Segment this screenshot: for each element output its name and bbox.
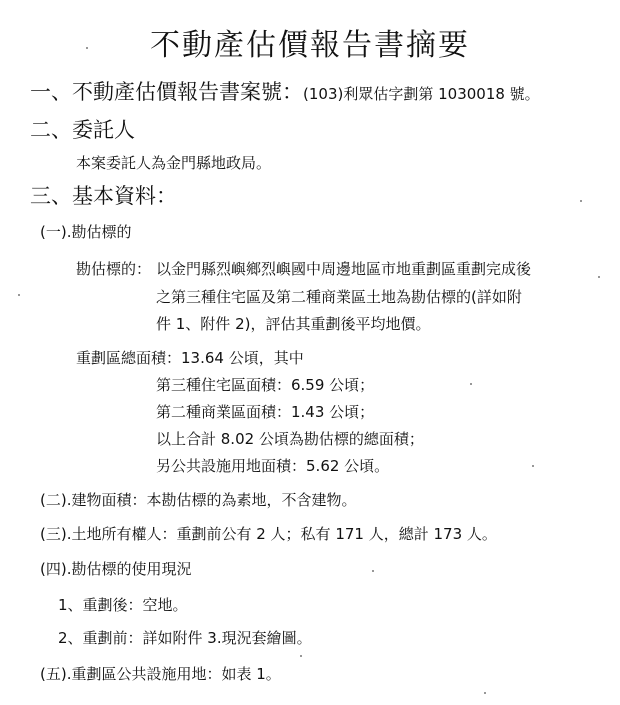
section-3-heading: 三、基本資料：	[30, 184, 177, 208]
target-line-2: 之第三種住宅區及第二種商業區土地為勘估標的(詳如附	[156, 288, 522, 306]
document-title: 不動產估價報告書摘要	[150, 28, 470, 63]
commercial-area: 第二種商業區面積：1.43 公頃；	[156, 403, 375, 421]
scan-speck	[484, 692, 486, 694]
scan-speck	[18, 294, 20, 296]
subtotal-area: 以上合計 8.02 公頃為勘估標的總面積；	[156, 430, 424, 448]
residential-area: 第三種住宅區面積：6.59 公頃；	[156, 376, 375, 394]
target-line-1: 以金門縣烈嶼鄉烈嶼國中周邊地區市地重劃區重劃完成後	[156, 260, 532, 278]
section-2-heading: 二、委託人	[30, 118, 135, 142]
scan-speck	[372, 570, 374, 572]
scan-speck	[580, 200, 582, 202]
client-text: 本案委託人為金門縣地政局。	[76, 154, 272, 172]
scan-speck	[300, 655, 302, 657]
scan-speck	[86, 47, 88, 49]
status-after-readjustment: 1、重劃後：空地。	[58, 596, 188, 614]
item-4-heading: (四).勘估標的使用現況	[40, 560, 192, 578]
scan-speck	[470, 383, 472, 385]
scan-speck	[532, 465, 534, 467]
case-number: (103)利眾估字劃第 1030018 號。	[303, 85, 540, 103]
scan-speck	[598, 276, 600, 278]
section-1-heading	[30, 76, 540, 106]
status-before-readjustment: 2、重劃前：詳如附件 3.現況套繪圖。	[58, 629, 312, 647]
target-line-3: 件 1、附件 2)，評估其重劃後平均地價。	[156, 315, 431, 333]
item-3-landowners: (三).土地所有權人：重劃前公有 2 人；私有 171 人，總計 173 人。	[40, 525, 497, 543]
item-5-public-facilities: (五).重劃區公共設施用地：如表 1。	[40, 665, 281, 683]
item-2-building-area: (二).建物面積：本勘估標的為素地，不含建物。	[40, 491, 357, 509]
public-facility-area: 另公共設施用地面積：5.62 公頃。	[156, 457, 390, 475]
section-1-label: 一、不動產估價報告書案號：	[30, 80, 303, 104]
item-1-heading: (一).勘估標的	[40, 223, 132, 241]
target-label: 勘估標的：	[76, 260, 152, 278]
total-area: 重劃區總面積：13.64 公頃，其中	[76, 349, 304, 367]
